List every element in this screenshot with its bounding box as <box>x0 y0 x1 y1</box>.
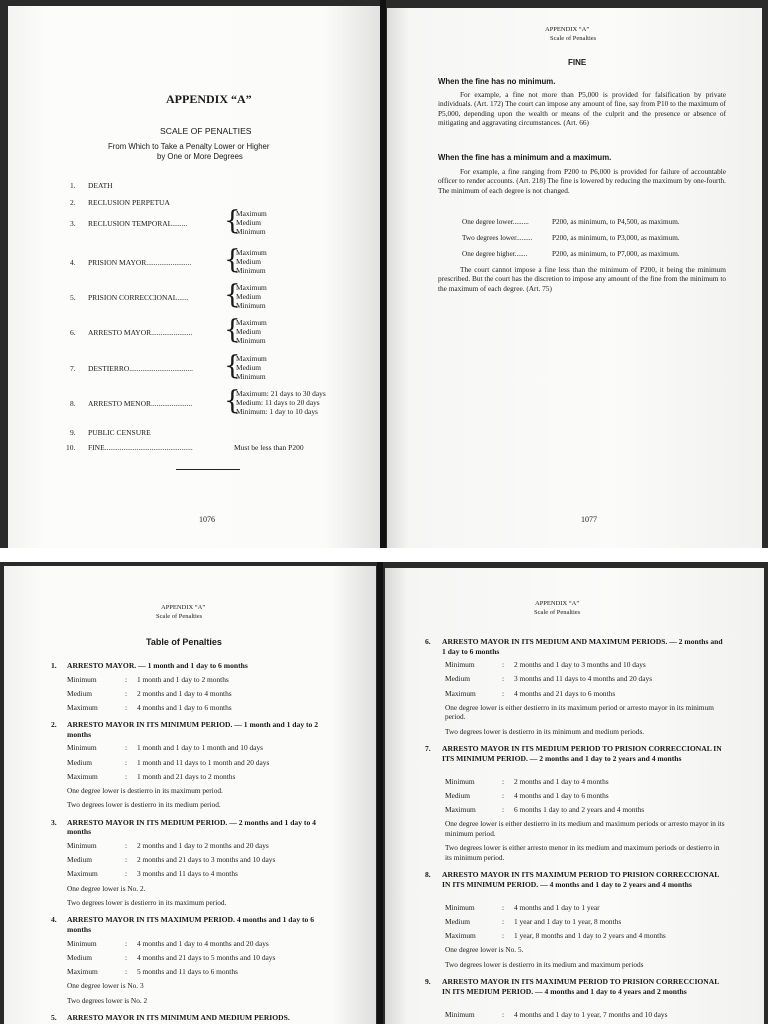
period-label: Maximum <box>67 869 98 879</box>
scale-item-label: DESTIERRO.................................. <box>88 364 193 373</box>
entry-number: 2. <box>51 720 57 730</box>
colon-separator: : <box>502 674 505 684</box>
degree-text: P200, as minimum, to P7,000, as maximum. <box>552 250 680 258</box>
period-range: 3 months and 11 days to 4 months <box>137 869 238 879</box>
brace-symbol: { <box>224 245 241 275</box>
colon-separator: : <box>125 952 128 962</box>
period-label: Minimum <box>445 1010 475 1019</box>
scale-sub-range: Medium <box>236 257 262 266</box>
entry-heading: ARRESTO MAYOR IN ITS MAXIMUM PERIOD TO PRISION CORRECCIONAL IN ITS MINIMUM PERIOD. — 4 months and 1 day to 2 years and 4 months <box>442 870 719 889</box>
scale-sub-range: Medium <box>236 218 262 227</box>
degree-note: Two degrees lower is destierro in its maximum period. <box>67 898 227 907</box>
degree-label: One degree higher....... <box>462 250 528 258</box>
period-label: Medium <box>67 855 93 865</box>
colon-separator: : <box>125 869 128 879</box>
colon-separator: : <box>125 703 128 712</box>
colon-separator: : <box>502 805 505 815</box>
period-range: 3 months and 11 days to 4 months and 20 days <box>514 674 653 684</box>
period-range: 4 months and 1 day to 6 months <box>137 703 232 712</box>
entry-heading: ARRESTO MAYOR IN ITS MAXIMUM PERIOD. 4 months and 1 day to 6 months <box>67 915 315 934</box>
period-label: Maximum <box>67 703 98 712</box>
colon-separator: : <box>125 757 128 767</box>
degree-note: Two degrees lower is No. 2 <box>67 995 148 1005</box>
period-range: 1 year, 8 months and 1 day to 2 years and 4 months <box>514 931 666 941</box>
degree-note: One degree lower is either destierro in its medium and maximum periods or arresto mayor in its minimum period. <box>445 819 725 838</box>
scale-item-label: RECLUSION TEMPORAL........ <box>88 219 188 228</box>
scale-sub-range: Maximum <box>236 209 267 218</box>
paragraph-min-max: For example, a fine ranging from P200 to P6,000 is provided for failure of accountable officer to render accounts. (Art. 218) The fine is lowered by reducing the maximum by one-fourth. The minimum of each degree is not changed. <box>438 167 726 195</box>
scale-item-label: RECLUSION PERPETUA <box>88 198 170 207</box>
entry-number: 7. <box>425 744 431 753</box>
period-label: Maximum <box>445 688 476 698</box>
paragraph-court-discretion: The court cannot impose a fine less than the minimum of P200, it being the minimum prescribed. But the court has the discretion to impose any amount of the fine from the minimum to the maximum of each degree. (Art. 75) <box>438 265 726 293</box>
scale-item-number: 6. <box>70 328 76 337</box>
scale-sub-range: Medium <box>236 327 262 336</box>
scale-sub-range: Maximum <box>236 354 267 363</box>
running-head-scale: Scale of Penalties <box>156 613 203 620</box>
colon-separator: : <box>125 938 128 948</box>
scale-sub-range: Minimum <box>236 227 266 236</box>
colon-separator: : <box>502 902 505 912</box>
scale-sub-range: Minimum: 1 day to 10 days <box>236 407 318 416</box>
table-page-right <box>385 568 764 1024</box>
scale-item-number: 5. <box>70 293 76 302</box>
colon-separator: : <box>125 688 128 698</box>
period-label: Medium <box>67 688 93 698</box>
running-head-appendix: APPENDIX “A” <box>535 600 580 607</box>
table-of-penalties-title: Table of Penalties <box>146 637 222 647</box>
period-range: 4 months and 1 day to 1 year, 7 months and 10 days <box>514 1010 668 1019</box>
period-range: 2 months and 21 days to 3 months and 10 days <box>137 855 276 865</box>
scale-sub-range: Medium <box>236 363 262 372</box>
scale-item-number: 8. <box>70 399 76 408</box>
period-label: Minimum <box>67 743 97 753</box>
table-page-left <box>4 566 376 1024</box>
page-1076 <box>8 6 380 548</box>
scan-gap <box>0 548 768 562</box>
scale-sub-range: Maximum <box>236 283 267 292</box>
brace-symbol: { <box>224 206 241 236</box>
colon-separator: : <box>502 791 505 800</box>
page-1077 <box>387 8 762 548</box>
period-range: 2 months and 1 day to 2 months and 20 days <box>137 841 269 850</box>
degree-label: Two degrees lower......... <box>462 234 533 242</box>
scale-item-number: 7. <box>70 364 76 373</box>
scale-item-note: Must be less than P200 <box>234 443 304 452</box>
colon-separator: : <box>125 674 128 684</box>
degree-note: Two degrees lower is destierro in its minimum and medium periods. <box>445 726 645 736</box>
scale-item-label: DEATH <box>88 181 113 190</box>
entry-heading: ARRESTO MAYOR IN ITS MEDIUM AND MAXIMUM PERIODS. — 2 months and 1 day to 6 months <box>442 637 723 656</box>
scale-sub-range: Maximum <box>236 318 267 327</box>
period-range: 1 month and 1 day to 2 months <box>137 674 229 684</box>
entry-number: 6. <box>425 637 431 646</box>
entry-number: 8. <box>425 870 431 879</box>
scale-item-number: 10. <box>66 443 76 452</box>
period-range: 4 months and 21 days to 5 months and 10 days <box>137 952 276 962</box>
period-range: 1 month and 11 days to 1 month and 20 days <box>137 757 270 767</box>
running-head-scale: Scale of Penalties <box>534 609 581 616</box>
brace-symbol: { <box>224 386 241 416</box>
entry-heading: ARRESTO MAYOR IN ITS MEDIUM PERIOD TO PRISION CORRECCIONAL IN ITS MINIMUM PERIOD. — 2 months and 1 day to 2 years and 4 months <box>442 744 722 763</box>
scale-sub-range: Minimum <box>236 372 266 381</box>
colon-separator: : <box>502 1010 505 1019</box>
period-range: 6 months 1 day to and 2 years and 4 months <box>514 805 645 815</box>
entry-number: 3. <box>51 817 57 827</box>
degree-note: One degree lower is No. 2. <box>67 883 146 893</box>
entry-heading: ARRESTO MAYOR IN ITS MAXIMUM PERIOD TO PRISION CORRECCIONAL IN ITS MEDIUM PERIOD. — 4 months and 1 day to 4 years and 2 months <box>442 977 719 996</box>
period-range: 1 month and 21 days to 2 months <box>137 771 236 781</box>
colon-separator: : <box>125 841 128 850</box>
period-label: Minimum <box>445 776 475 786</box>
colon-separator: : <box>125 771 128 781</box>
period-label: Maximum <box>445 931 476 941</box>
entry-number: 5. <box>51 1013 57 1022</box>
entry-number: 4. <box>51 915 57 925</box>
scale-heading-line1: From Which to Take a Penalty Lower or Higher <box>108 142 270 151</box>
appendix-title: APPENDIX “A” <box>166 92 252 106</box>
scale-heading-line2: by One or More Degrees <box>157 152 243 161</box>
bottom-book-spread <box>0 562 768 1024</box>
fine-section-title: FINE <box>568 58 587 67</box>
colon-separator: : <box>502 660 505 670</box>
scale-sub-range: Minimum <box>236 336 266 345</box>
scale-item-label: ARRESTO MENOR...................... <box>88 399 193 408</box>
degree-note: Two degrees lower is destierro in its medium and maximum periods <box>445 959 644 969</box>
colon-separator: : <box>502 688 505 698</box>
entry-number: 1. <box>51 661 57 670</box>
period-label: Medium <box>445 917 471 926</box>
brace-symbol: { <box>224 315 241 345</box>
scale-subtitle: SCALE OF PENALTIES <box>160 126 252 136</box>
scale-item-label: PRISION MAYOR........................ <box>88 258 192 267</box>
book-spine <box>377 562 383 1024</box>
degree-note: One degree lower is either destierro in its maximum period or arresto mayor in its minimum period. <box>445 702 714 722</box>
period-label: Medium <box>445 791 471 800</box>
period-range: 4 months and 1 day to 1 year <box>514 902 600 912</box>
period-label: Minimum <box>67 674 97 684</box>
period-range: 4 months and 1 day to 6 months <box>514 791 609 800</box>
degree-note: One degree lower is No. 5. <box>445 945 524 955</box>
page-number: 1077 <box>581 515 597 524</box>
scale-item-label: ARRESTO MAYOR...................... <box>88 328 193 337</box>
entry-number: 9. <box>425 977 431 987</box>
degree-note: One degree lower is destierro in its maximum period. <box>67 786 223 795</box>
scale-item-number: 4. <box>70 258 76 267</box>
scale-item-number: 1. <box>70 181 76 190</box>
degree-note: Two degrees lower is destierro in its medium period. <box>67 800 221 810</box>
colon-separator: : <box>502 931 505 941</box>
running-head-appendix: APPENDIX “A” <box>161 604 206 611</box>
scale-item-number: 2. <box>70 198 76 207</box>
period-label: Medium <box>445 674 471 684</box>
degree-text: P200, as minimum, to P4,500, as maximum. <box>552 218 680 226</box>
scale-item-label: PUBLIC CENSURE <box>88 428 151 437</box>
period-label: Maximum <box>445 805 476 815</box>
period-range: 1 month and 1 day to 1 month and 10 days <box>137 743 264 753</box>
period-label: Medium <box>67 952 93 962</box>
degree-text: P200, as minimum, to P3,000, as maximum. <box>552 234 680 242</box>
scale-sub-range: Medium <box>236 292 262 301</box>
entry-heading: ARRESTO MAYOR IN ITS MINIMUM AND MEDIUM PERIODS. <box>67 1013 290 1022</box>
scale-sub-range: Maximum: 21 days to 30 days <box>236 389 326 398</box>
entry-heading: ARRESTO MAYOR IN ITS MINIMUM PERIOD. — 1 month and 1 day to 2 months <box>67 720 319 739</box>
scale-item-number: 3. <box>70 219 76 228</box>
scale-item-label: PRISION CORRECCIONAL...... <box>88 293 189 302</box>
scale-item-label: FINE............................................... <box>88 443 193 452</box>
period-label: Minimum <box>445 660 475 670</box>
running-head-scale: Scale of Penalties <box>550 35 597 42</box>
period-label: Medium <box>67 757 93 767</box>
period-range: 2 months and 1 day to 4 months <box>514 776 609 786</box>
running-head-appendix: APPENDIX “A” <box>545 26 590 33</box>
period-range: 1 year and 1 day to 1 year, 8 months <box>514 917 622 926</box>
colon-separator: : <box>502 917 505 926</box>
period-range: 4 months and 21 days to 6 months <box>514 688 616 698</box>
brace-symbol: { <box>224 280 241 310</box>
period-label: Minimum <box>67 841 97 850</box>
colon-separator: : <box>125 855 128 865</box>
degree-note: One degree lower is No. 3 <box>67 981 144 991</box>
entry-heading: ARRESTO MAYOR. — 1 month and 1 day to 6 months <box>67 661 248 670</box>
scale-item-number: 9. <box>70 428 76 437</box>
entry-heading: ARRESTO MAYOR IN ITS MEDIUM PERIOD. — 2 months and 1 day to 4 months <box>67 817 316 837</box>
period-label: Minimum <box>67 938 97 948</box>
colon-separator: : <box>125 743 128 753</box>
page-number: 1076 <box>199 515 215 524</box>
scale-sub-range: Minimum <box>236 301 266 310</box>
scale-sub-range: Minimum <box>236 266 266 275</box>
period-label: Maximum <box>67 771 98 781</box>
period-range: 4 months and 1 day to 4 months and 20 days <box>137 938 269 948</box>
period-range: 2 months and 1 day to 4 months <box>137 688 232 698</box>
period-label: Minimum <box>445 902 475 912</box>
scale-sub-range: Medium: 11 days to 20 days <box>236 398 320 407</box>
scale-sub-range: Maximum <box>236 248 267 257</box>
degree-note: Two degrees lower is either arresto menor in its medium and maximum periods or destierro in its minimum period. <box>445 843 720 862</box>
paragraph-no-minimum: For example, a fine not more than P5,000 is provided for falsification by private individuals. (Art. 172) The court can impose any amount of fine, say from P10 to the maximum of P5,000, depending upon the wealth or means of the culprit and the presence or absence of mitigating and aggravating circumstances. (Art. 66) <box>438 90 726 128</box>
divider-rule <box>176 469 240 470</box>
book-spine <box>380 0 386 548</box>
colon-separator: : <box>502 776 505 786</box>
brace-symbol: { <box>224 351 241 381</box>
period-label: Maximum <box>67 967 98 976</box>
degree-label: One degree lower......... <box>462 218 529 226</box>
colon-separator: : <box>125 967 128 976</box>
period-range: 2 months and 1 day to 3 months and 10 days <box>514 660 646 670</box>
period-range: 5 months and 11 days to 6 months <box>137 967 238 976</box>
heading-no-minimum: When the fine has no minimum. <box>438 77 556 86</box>
heading-min-max: When the fine has a minimum and a maximum. <box>438 153 612 162</box>
